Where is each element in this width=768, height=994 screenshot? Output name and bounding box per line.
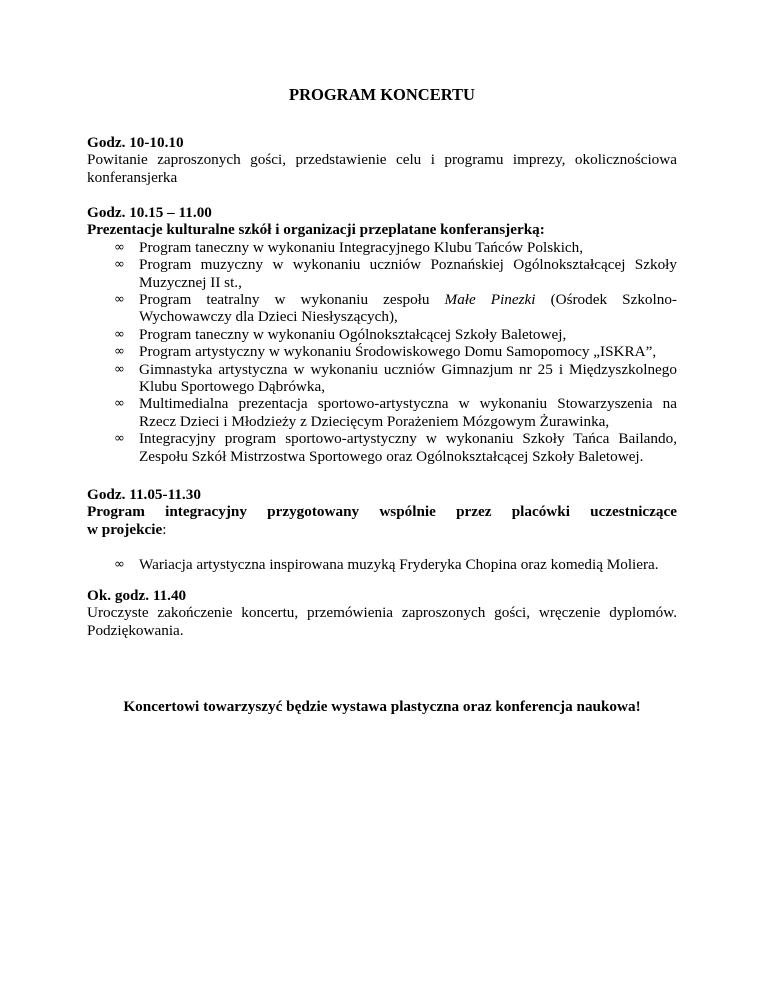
list-item — [87, 256, 677, 291]
list-item — [87, 556, 677, 573]
section-heading: Prezentacje kulturalne szkół i organizacji przeplatane konferansjerką: — [87, 221, 545, 239]
list-item-text-part: (Ośrodek Szkolno-Wychowawczy dla Dzieci Niesłyszących), — [139, 291, 677, 326]
section-heading-line: Program integracyjny przygotowany wspólnie przez placówki uczestniczące — [87, 503, 677, 521]
section-time: Godz. 11.05-11.30 — [87, 486, 201, 503]
list-item — [87, 361, 677, 396]
list-item-text: Multimedialna prezentacja sportowo-artystyczna w wykonaniu Stowarzyszenia na Rzecz Dzieci i Młodzieży z Dziecięcym Porażeniem Mózgowym Żurawinka, — [139, 395, 677, 430]
list-item-text — [139, 291, 677, 325]
section-opening — [87, 134, 677, 186]
list-item — [87, 239, 677, 256]
section-closing — [87, 587, 677, 639]
section-time: Godz. 10.15 – 11.00 — [87, 204, 212, 221]
list-item-text-part: Program teatralny w wykonaniu zespołu — [139, 291, 445, 309]
list-item-text: Gimnastyka artystyczna w wykonaniu uczniów Gimnazjum nr 25 i Międzyszkolnego Klubu Sportowego Dąbrówka, — [139, 360, 677, 396]
infinity-bullet-icon: ∞ — [114, 344, 125, 360]
infinity-bullet-icon: ∞ — [114, 326, 125, 342]
section-integration — [87, 486, 677, 574]
section-text: Powitanie zaproszonych gości, przedstawienie celu i programu imprezy, okolicznościowa konferansjerka — [87, 151, 677, 186]
integration-list — [87, 556, 677, 573]
list-item-text: Program taneczny w wykonaniu Integracyjnego Klubu Tańców Polskich, — [139, 238, 584, 256]
closing-note: Koncertowi towarzyszyć będzie wystawa plastyczna oraz konferencja naukowa! — [123, 698, 641, 715]
list-item-text: Program artystyczny w wykonaniu Środowiskowego Domu Samopomocy „ISKRA”, — [139, 343, 657, 361]
list-item — [87, 430, 677, 465]
list-item — [87, 326, 677, 343]
section-time: Godz. 10-10.10 — [87, 134, 184, 151]
section-presentations — [87, 204, 677, 465]
list-item-text: Wariacja artystyczna inspirowana muzyką Fryderyka Chopina oraz komedią Moliera. — [139, 556, 659, 574]
infinity-bullet-icon: ∞ — [114, 292, 125, 308]
infinity-bullet-icon: ∞ — [114, 431, 125, 447]
section-heading-colon: : — [162, 520, 167, 538]
section-text: Uroczyste zakończenie koncertu, przemówienia zaproszonych gości, wręczenie dyplomów. Podziękowania. — [87, 604, 677, 639]
infinity-bullet-icon: ∞ — [114, 257, 125, 273]
section-heading-line — [87, 521, 677, 538]
presentations-list — [87, 239, 677, 465]
list-item-text: Program taneczny w wykonaniu Ogólnokształcącej Szkoły Baletowej, — [139, 325, 567, 343]
document-title: PROGRAM KONCERTU — [289, 85, 475, 104]
list-item-text: Program muzyczny w wykonaniu uczniów Poznańskiej Ogólnokształcącej Szkoły Muzycznej II st., — [139, 256, 677, 291]
section-time: Ok. godz. 11.40 — [87, 587, 187, 604]
infinity-bullet-icon: ∞ — [114, 396, 125, 412]
section-heading-end: w projekcie — [87, 520, 163, 538]
infinity-bullet-icon: ∞ — [114, 361, 125, 377]
list-item — [87, 395, 677, 430]
list-item-italic-name: Małe Pinezki — [444, 291, 536, 309]
list-item-text: Integracyjny program sportowo-artystyczny w wykonaniu Szkoły Tańca Bailando, Zespołu Szkół Mistrzostwa Sportowego oraz Ogólnokształcącej Szkoły Baletowej. — [139, 430, 677, 465]
infinity-bullet-icon: ∞ — [114, 239, 125, 255]
list-item — [87, 291, 677, 326]
list-item — [87, 343, 677, 360]
infinity-bullet-icon: ∞ — [114, 557, 125, 573]
